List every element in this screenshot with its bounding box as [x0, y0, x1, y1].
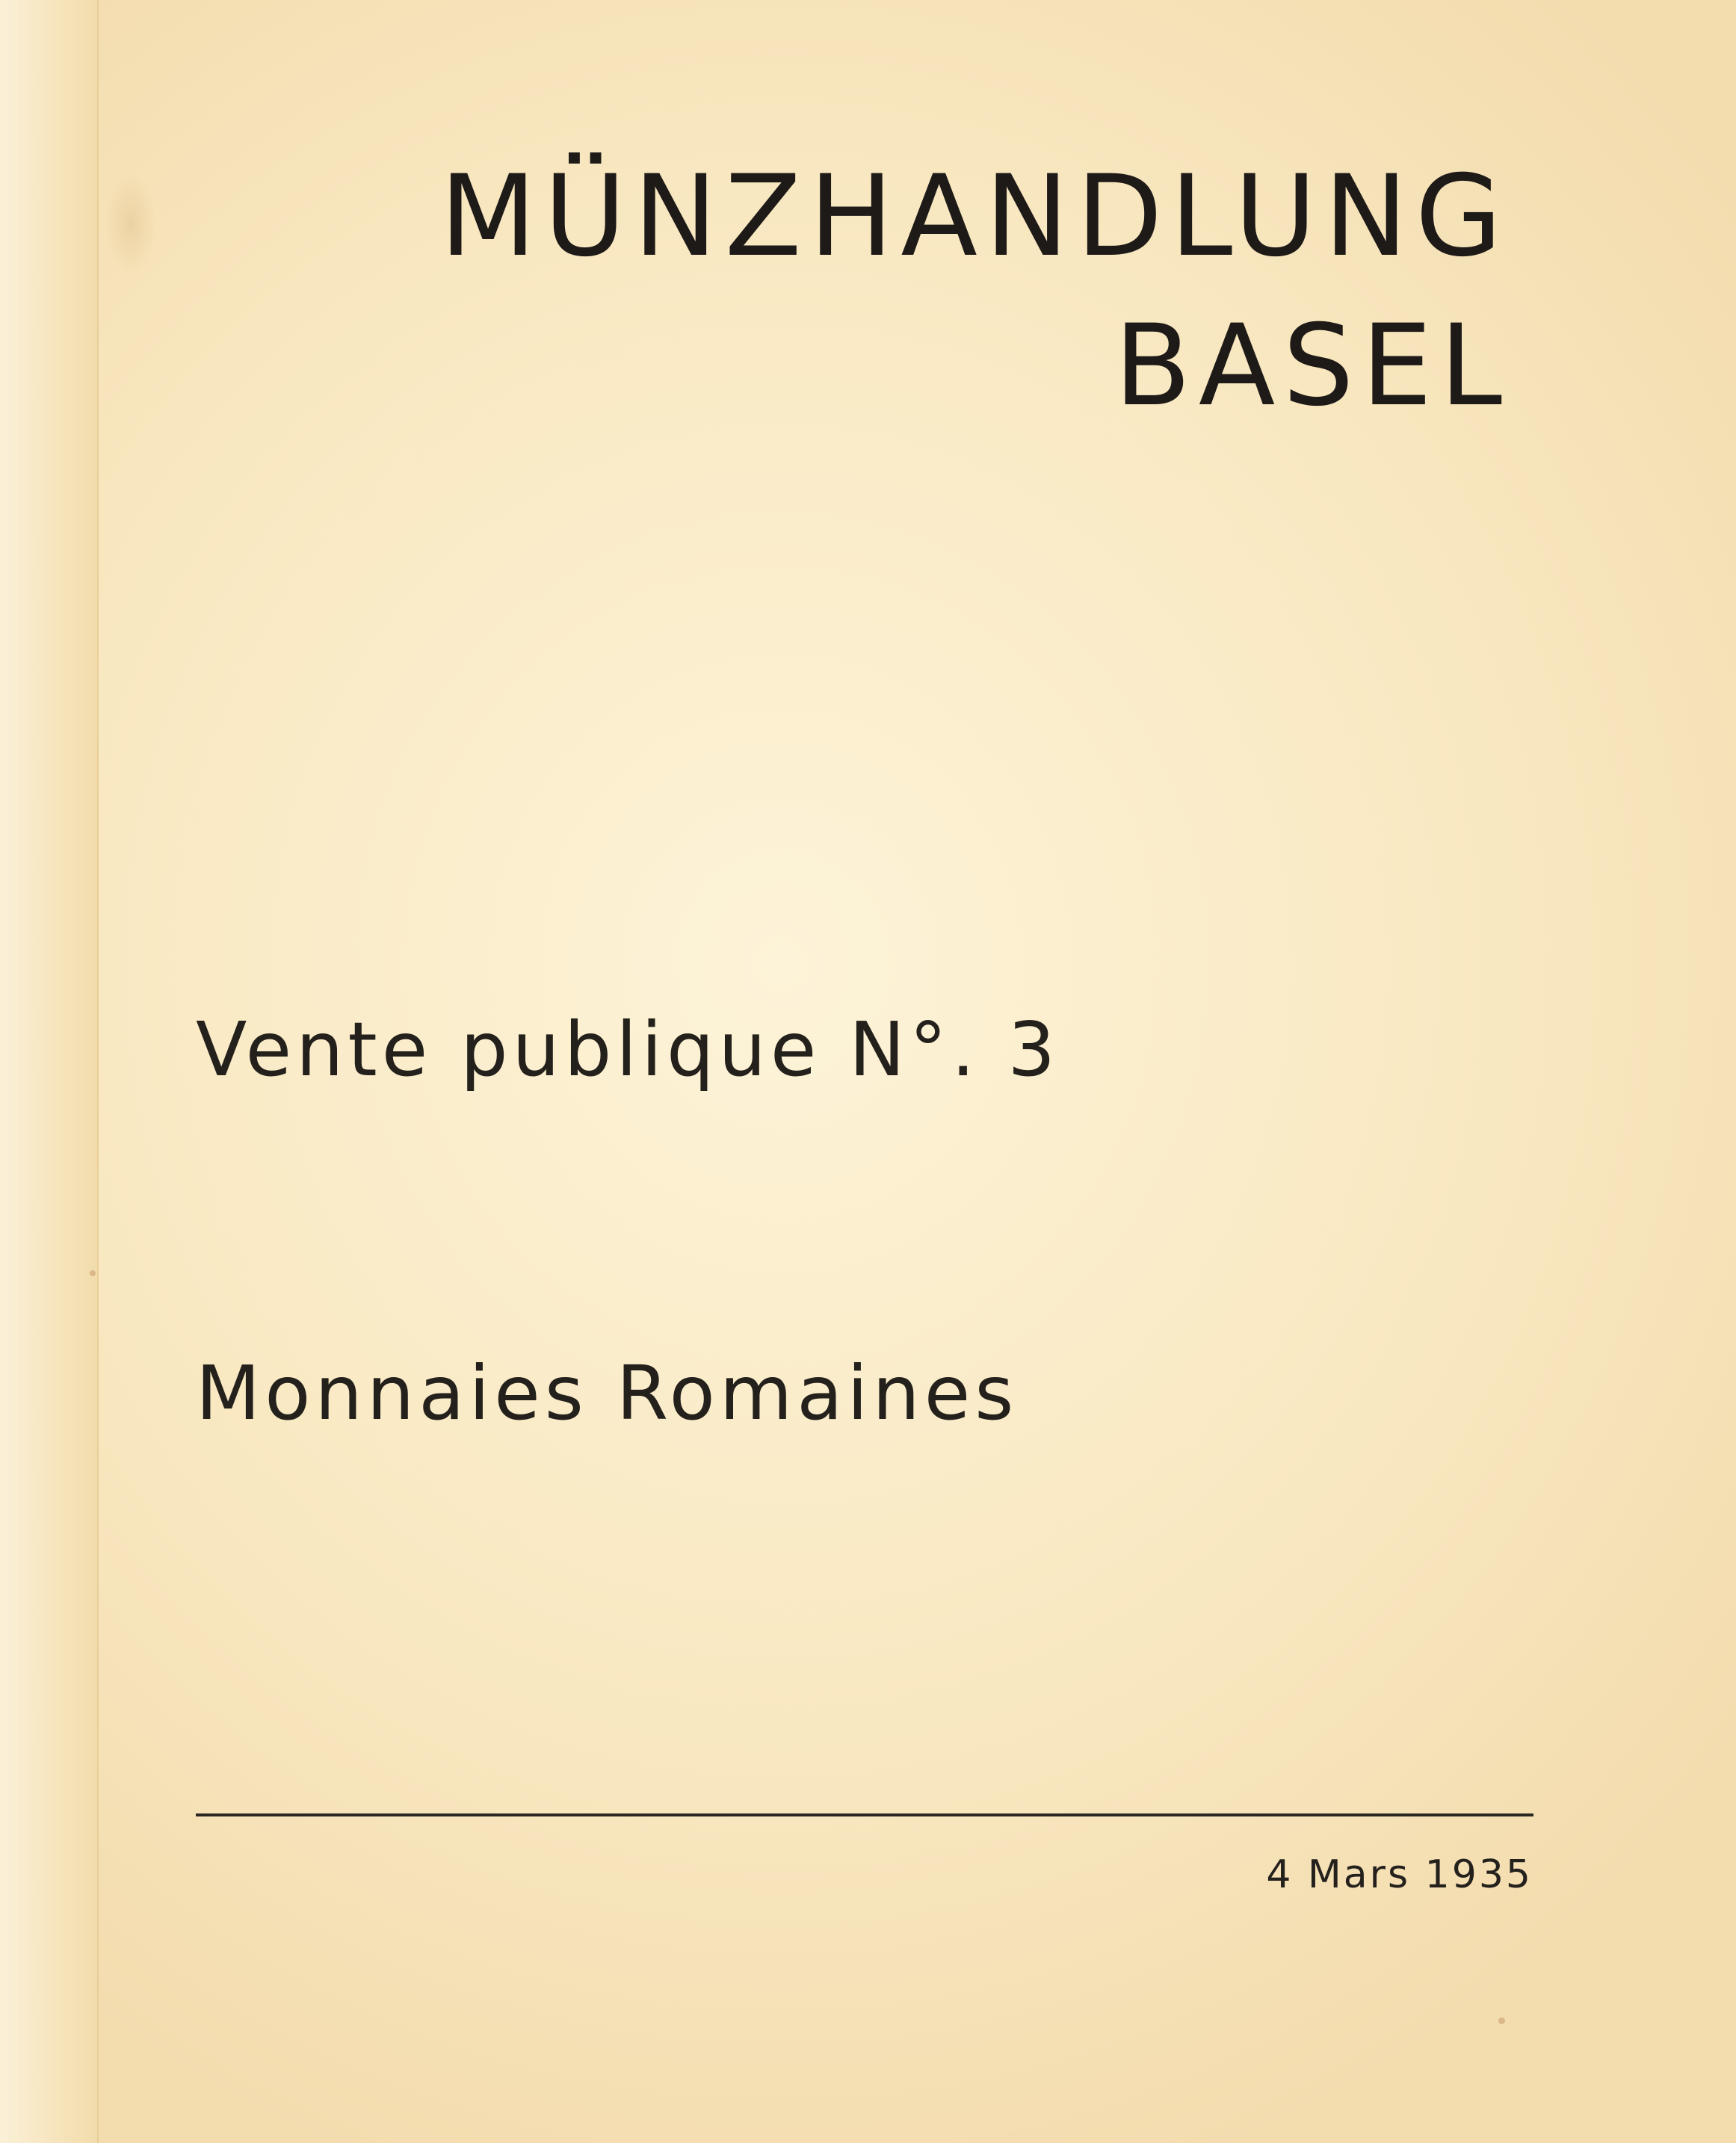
sale-number: Vente publique N°. 3	[196, 1006, 1060, 1093]
paper-speck	[90, 1270, 96, 1276]
sale-date: 4 Mars 1935	[1266, 1852, 1533, 1897]
catalogue-subject: Monnaies Romaines	[196, 1349, 1019, 1437]
paper-stain	[105, 172, 157, 276]
publisher-name-line-2: BASEL	[1113, 301, 1510, 431]
publisher-name-line-1: MÜNZHANDLUNG	[439, 152, 1510, 282]
horizontal-rule	[196, 1813, 1533, 1816]
cover-spine	[0, 0, 99, 2143]
paper-speck	[1498, 2017, 1505, 2024]
